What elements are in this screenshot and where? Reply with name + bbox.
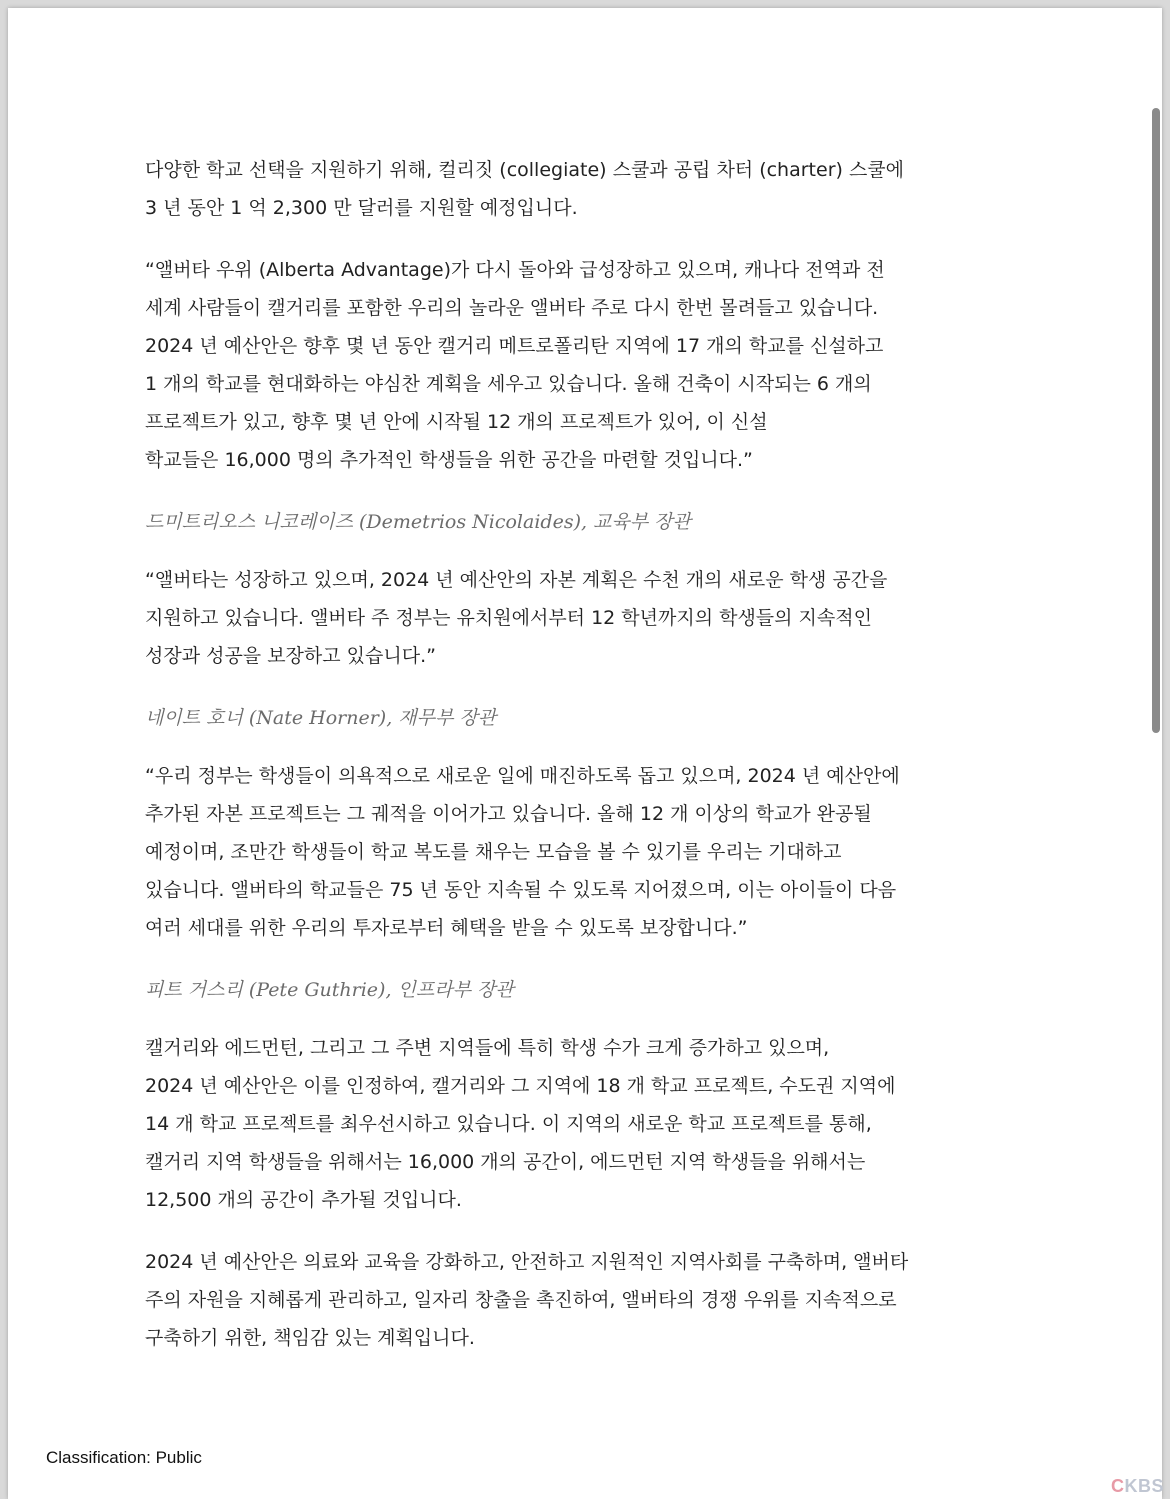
text-line: 프로젝트가 있고, 향후 몇 년 안에 시작될 12 개의 프로젝트가 있어, 이 신설	[145, 411, 768, 433]
text-line: 추가된 자본 프로젝트는 그 궤적을 이어가고 있습니다. 올해 12 개 이상의 학교가 완공될	[145, 803, 872, 825]
quote-infrastructure-minister	[145, 757, 1035, 947]
text-line: 14 개 학교 프로젝트를 최우선시하고 있습니다. 이 지역의 새로운 학교 프로젝트를 통해,	[145, 1113, 872, 1135]
quote-finance-minister	[145, 561, 1035, 675]
vertical-scrollbar[interactable]	[1152, 108, 1160, 733]
paragraph-growth-regions	[145, 1029, 1035, 1219]
paragraph-budget-summary	[145, 1243, 1035, 1357]
text-line: 있습니다. 앨버타의 학교들은 75 년 동안 지속될 수 있도록 지어졌으며, 이는 아이들이 다음	[145, 879, 897, 901]
text-line: 다양한 학교 선택을 지원하기 위해, 컬리짓 (collegiate) 스쿨과 공립 차터 (charter) 스쿨에	[145, 159, 905, 181]
text-line: 1 개의 학교를 현대화하는 야심찬 계획을 세우고 있습니다. 올해 건축이 시작되는 6 개의	[145, 373, 872, 395]
text-line: 2024 년 예산안은 향후 몇 년 동안 캘거리 메트로폴리탄 지역에 17 개의 학교를 신설하고	[145, 335, 884, 357]
text-line: 예정이며, 조만간 학생들이 학교 복도를 채우는 모습을 볼 수 있기를 우리는 기대하고	[145, 841, 842, 863]
text-line: 3 년 동안 1 억 2,300 만 달러를 지원할 예정입니다.	[145, 197, 578, 219]
text-line: “앨버타 우위 (Alberta Advantage)가 다시 돌아와 급성장하고 있으며, 캐나다 전역과 전	[145, 259, 885, 281]
document-page	[8, 8, 1162, 1499]
attribution-education-minister: 드미트리오스 니코레이즈 (Demetrios Nicolaides), 교육부 장관	[145, 511, 691, 533]
attribution-infrastructure-minister: 피트 거스리 (Pete Guthrie), 인프라부 장관	[145, 979, 514, 1001]
text-line: 여러 세대를 위한 우리의 투자로부터 혜택을 받을 수 있도록 보장합니다.”	[145, 917, 748, 939]
watermark-letter: C	[1110, 1476, 1125, 1496]
watermark-logo	[1111, 1476, 1164, 1497]
text-line: 캘거리 지역 학생들을 위해서는 16,000 개의 공간이, 에드먼턴 지역 학생들을 위해서는	[145, 1151, 866, 1173]
text-line: “우리 정부는 학생들이 의욕적으로 새로운 일에 매진하도록 돕고 있으며, 2024 년 예산안에	[145, 765, 900, 787]
attribution-finance-minister: 네이트 호너 (Nate Horner), 재무부 장관	[145, 707, 497, 729]
document-body	[145, 151, 1035, 1381]
paragraph-school-choice	[145, 151, 1035, 227]
text-line: 지원하고 있습니다. 앨버타 주 정부는 유치원에서부터 12 학년까지의 학생들의 지속적인	[145, 607, 872, 629]
text-line: 성장과 성공을 보장하고 있습니다.”	[145, 645, 436, 667]
text-line: 2024 년 예산안은 의료와 교육을 강화하고, 안전하고 지원적인 지역사회를 구축하며, 앨버타	[145, 1251, 909, 1273]
text-line: 세계 사람들이 캘거리를 포함한 우리의 놀라운 앨버타 주로 다시 한번 몰려들고 있습니다.	[145, 297, 879, 319]
classification-label: Classification: Public	[46, 1448, 202, 1467]
text-line: 주의 자원을 지혜롭게 관리하고, 일자리 창출을 촉진하여, 앨버타의 경쟁 우위를 지속적으로	[145, 1289, 897, 1311]
text-line: 캘거리와 에드먼턴, 그리고 그 주변 지역들에 특히 학생 수가 크게 증가하고 있으며,	[145, 1037, 830, 1059]
text-line: 구축하기 위한, 책임감 있는 계획입니다.	[145, 1327, 475, 1349]
text-line: 학교들은 16,000 명의 추가적인 학생들을 위한 공간을 마련할 것입니다.”	[145, 449, 753, 471]
text-line: 12,500 개의 공간이 추가될 것입니다.	[145, 1189, 462, 1211]
text-line: 2024 년 예산안은 이를 인정하여, 캘거리와 그 지역에 18 개 학교 프로젝트, 수도권 지역에	[145, 1075, 896, 1097]
watermark-text: KBS	[1124, 1476, 1164, 1496]
quote-education-minister	[145, 251, 1035, 479]
text-line: “앨버타는 성장하고 있으며, 2024 년 예산안의 자본 계획은 수천 개의 새로운 학생 공간을	[145, 569, 888, 591]
